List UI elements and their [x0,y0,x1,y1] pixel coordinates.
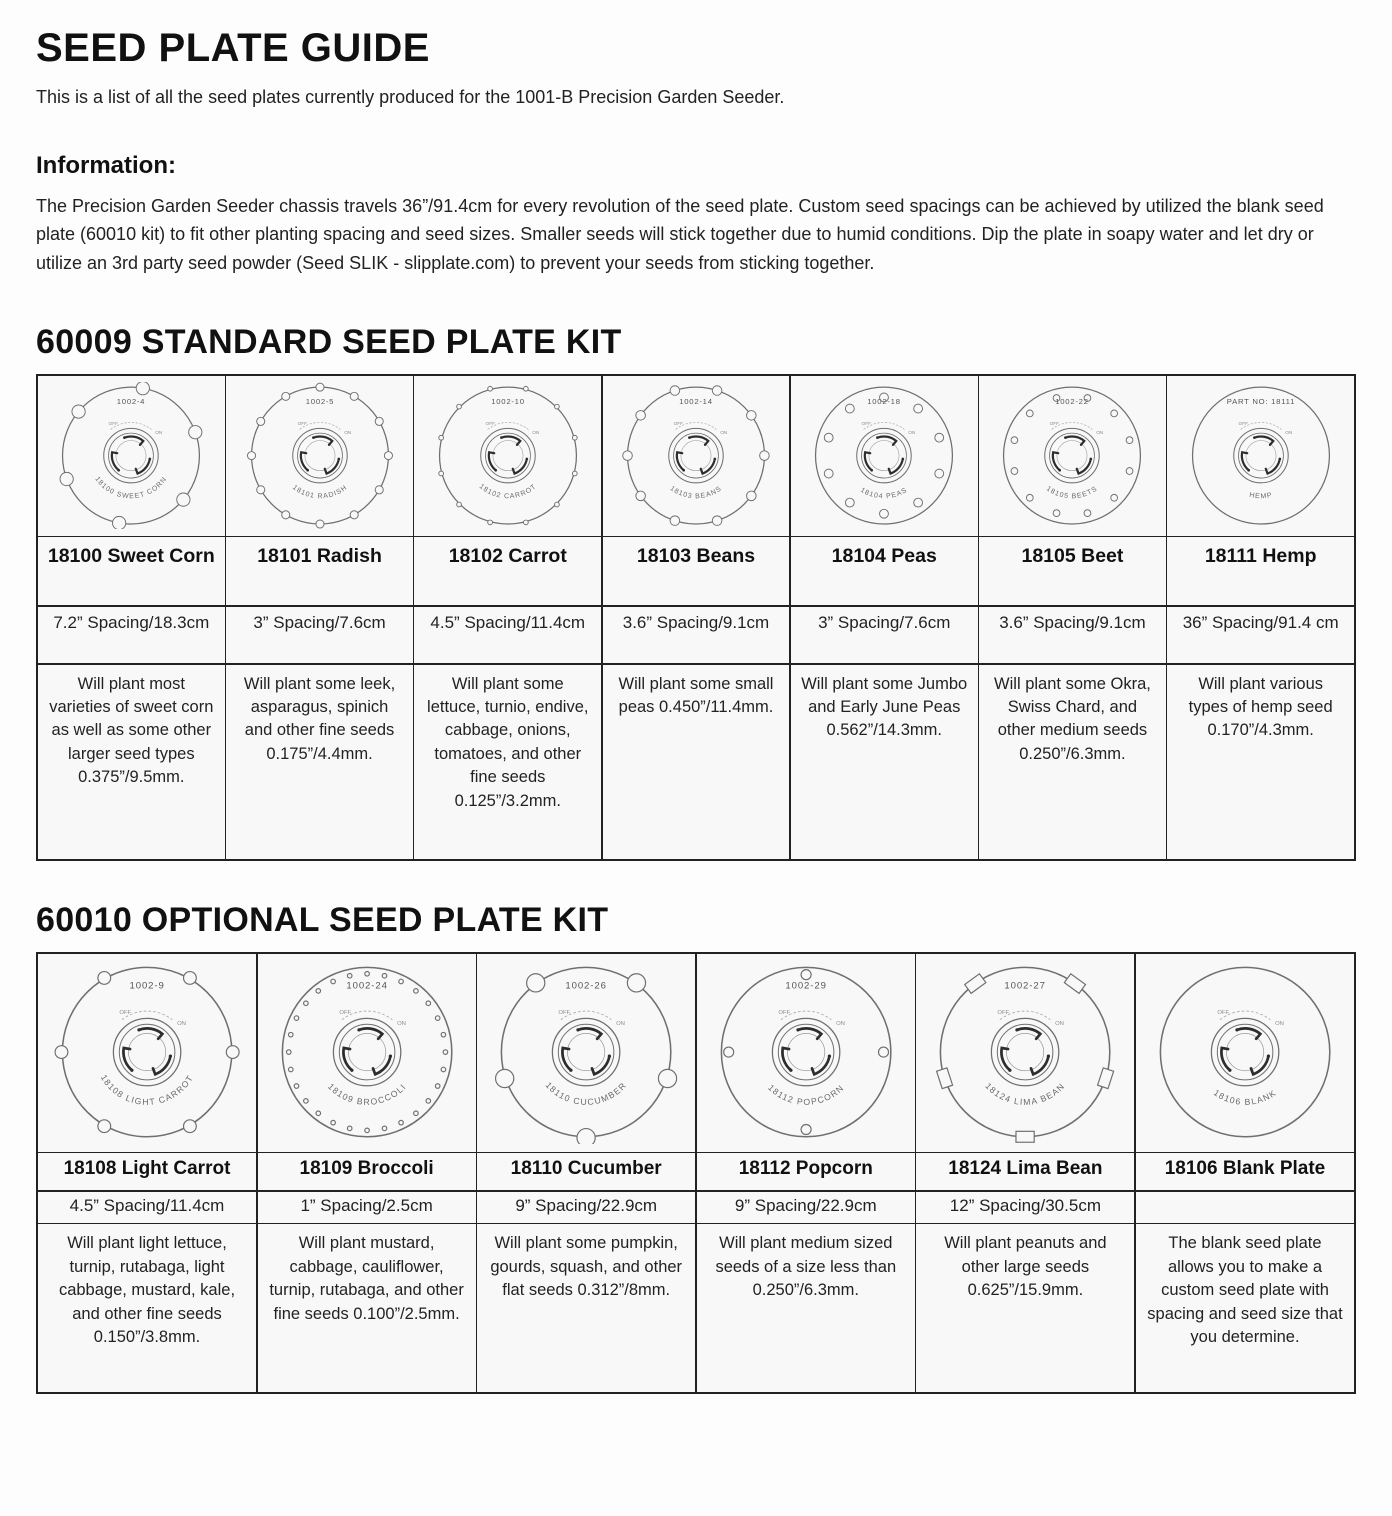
standard-seed-plate-table [36,374,1356,861]
information-paragraph: The Precision Garden Seeder chassis travels 36”/91.4cm for every revolution of the seed plate. Custom seed spacings can be achieved by utilized the blank seed plate (60010 kit) to fit other planting spacing and seed sizes. Smaller seeds will stick together due to humid conditions. Dip the plate in soapy water and let dry or utilize an 3rd party seed powder (Seed SLIK - slipplate.com) to prevent your seeds from sticking together. [36,196,1324,273]
seed-plate-drawing [226,376,413,536]
svg-text:OFF: OFF [778,1010,790,1017]
svg-text:18104 PEAS: 18104 PEAS [859,486,910,501]
plate-name: 18100 Sweet Corn [38,537,225,605]
seed-plate-drawing [477,954,695,1152]
svg-text:18101 RADISH: 18101 RADISH [290,484,349,501]
svg-text:1002-26: 1002-26 [565,980,607,992]
seed-plate-drawing [38,376,225,536]
kit-heading-60009: 60009 STANDARD SEED PLATE KIT [36,322,622,361]
plate-name: 18110 Cucumber [477,1153,695,1190]
plate-name: 18106 Blank Plate [1136,1153,1354,1190]
svg-text:18110 CUCUMBER: 18110 CUCUMBER [543,1080,629,1108]
seed-plate-drawing [697,954,915,1152]
plate-spacing: 1” Spacing/2.5cm [258,1192,476,1223]
svg-text:18102 CARROT: 18102 CARROT [477,483,538,501]
seed-plate-drawing [791,376,978,536]
svg-text:ON: ON [1055,1021,1065,1028]
plate-spacing: 4.5” Spacing/11.4cm [38,1192,256,1223]
svg-text:18109 BROCCOLI: 18109 BROCCOLI [325,1081,408,1108]
plate-spacing [1136,1192,1354,1223]
svg-text:OFF: OFF [1217,1010,1230,1017]
plate-desc: Will plant some small peas 0.450”/11.4mm. [603,665,790,859]
svg-text:1002-27: 1002-27 [1004,980,1047,992]
plate-name: 18112 Popcorn [697,1153,915,1190]
seed-plate-drawing [258,954,476,1152]
svg-text:OFF: OFF [1050,422,1060,428]
svg-text:ON: ON [908,430,916,436]
plate-desc: Will plant some Okra, Swiss Chard, and other medium seeds 0.250”/6.3mm. [979,665,1166,859]
seed-plate-svg [1147,961,1343,1143]
plate-desc: Will plant most varieties of sweet corn as well as some other larger seed types 0.375”/9.5mm. [38,665,225,859]
svg-text:18106 BLANK: 18106 BLANK [1211,1087,1279,1108]
plate-name: 18104 Peas [791,537,978,605]
plate-name: 18103 Beans [603,537,790,605]
plate-desc: Will plant medium sized seeds of a size less than 0.250”/6.3mm. [697,1224,915,1392]
svg-text:1002-22: 1002-22 [1055,397,1090,407]
plate-name: 18102 Carrot [414,537,601,605]
plate-spacing: 9” Spacing/22.9cm [477,1192,695,1223]
svg-text:ON: ON [720,430,728,436]
plate-name: 18111 Hemp [1167,537,1354,605]
seed-plate-svg [269,961,465,1143]
seed-plate-drawing [1136,954,1354,1152]
svg-text:OFF: OFF [297,422,307,428]
svg-text:1002-18: 1002-18 [867,397,901,407]
svg-text:OFF: OFF [485,422,495,428]
svg-text:HEMP: HEMP [1248,491,1274,501]
seed-plate-svg [424,382,592,529]
plate-spacing: 36” Spacing/91.4 cm [1167,607,1354,663]
svg-text:1002-14: 1002-14 [679,397,713,407]
seed-plate-drawing [603,376,790,536]
plate-spacing: 3” Spacing/7.6cm [226,607,413,663]
svg-text:18103 BEANS: 18103 BEANS [668,485,724,501]
optional-seed-plate-table [36,952,1356,1395]
plate-name: 18105 Beet [979,537,1166,605]
plate-spacing: 12” Spacing/30.5cm [916,1192,1134,1223]
page-title: SEED PLATE GUIDE [36,26,430,70]
plate-spacing: 4.5” Spacing/11.4cm [414,607,601,663]
plate-spacing: 3.6” Spacing/9.1cm [603,607,790,663]
svg-text:ON: ON [155,430,163,436]
seed-plate-drawing [414,376,601,536]
plate-desc: Will plant peanuts and other large seeds 0.625”/15.9mm. [916,1224,1134,1392]
seed-plate-svg [612,382,780,529]
intro-text: This is a list of all the seed plates currently produced for the 1001-B Precision Garden Seeder. [36,87,785,107]
seed-plate-svg [800,382,968,529]
svg-text:18105 BEETS: 18105 BEETS [1045,485,1100,501]
svg-text:PART NO: 18111: PART NO: 18111 [1226,397,1295,407]
seed-plate-svg [49,961,245,1143]
svg-text:OFF: OFF [861,422,872,428]
svg-text:OFF: OFF [119,1010,132,1017]
plate-desc: Will plant various types of hemp seed 0.170”/4.3mm. [1167,665,1354,859]
plate-desc: Will plant some Jumbo and Early June Peas 0.562”/14.3mm. [791,665,978,859]
plate-desc: The blank seed plate allows you to make a custom seed plate with spacing and seed size that you determine. [1136,1224,1354,1392]
plate-desc: Will plant some leek, asparagus, spinich and other fine seeds 0.175”/4.4mm. [226,665,413,859]
svg-text:1002-5: 1002-5 [305,397,334,407]
plate-desc: Will plant mustard, cabbage, cauliflower, turnip, rutabaga, and other fine seeds 0.100”/2.5mm. [258,1224,476,1392]
seed-plate-svg [47,382,215,529]
svg-text:18112 POPCORN: 18112 POPCORN [765,1082,846,1108]
plate-name: 18108 Light Carrot [38,1153,256,1190]
plate-desc: Will plant some pumpkin, gourds, squash, and other flat seeds 0.312”/8mm. [477,1224,695,1392]
svg-text:1002-24: 1002-24 [345,980,388,992]
svg-text:ON: ON [1274,1021,1284,1028]
plate-spacing: 3.6” Spacing/9.1cm [979,607,1166,663]
svg-text:OFF: OFF [338,1010,351,1017]
svg-text:OFF: OFF [108,422,119,428]
seed-plate-svg [488,961,684,1143]
svg-text:ON: ON [176,1021,186,1028]
svg-text:18108 LIGHT CARROT: 18108 LIGHT CARROT [98,1073,196,1108]
seed-plate-svg [236,382,404,529]
svg-text:ON: ON [1096,430,1104,436]
svg-text:1002-10: 1002-10 [491,397,525,407]
seed-plate-drawing [979,376,1166,536]
svg-text:1002-4: 1002-4 [117,397,146,407]
svg-text:1002-29: 1002-29 [785,980,827,992]
seed-plate-svg [988,382,1156,529]
svg-text:ON: ON [531,430,540,436]
seed-plate-svg [1177,382,1345,529]
plate-spacing: 9” Spacing/22.9cm [697,1192,915,1223]
svg-text:OFF: OFF [997,1010,1010,1017]
seed-plate-svg [927,961,1123,1143]
plate-name: 18101 Radish [226,537,413,605]
information-heading: Information: [36,152,176,179]
plate-desc: Will plant light lettuce, turnip, rutabaga, light cabbage, mustard, kale, and other fine seeds 0.150”/3.8mm. [38,1224,256,1392]
plate-desc: Will plant some lettuce, turnio, endive, cabbage, onions, tomatoes, and other fine seeds 0.125”/3.2mm. [414,665,601,859]
kit-heading-60010: 60010 OPTIONAL SEED PLATE KIT [36,900,609,939]
svg-text:ON: ON [616,1021,626,1028]
svg-text:ON: ON [1284,430,1293,436]
seed-plate-svg [708,961,904,1143]
svg-text:OFF: OFF [558,1010,571,1017]
svg-text:1002-9: 1002-9 [129,980,165,992]
plate-spacing: 7.2” Spacing/18.3cm [38,607,225,663]
seed-plate-drawing [1167,376,1354,536]
svg-text:OFF: OFF [673,422,684,428]
svg-text:18124 LIMA BEAN: 18124 LIMA BEAN [983,1081,1068,1108]
plate-spacing: 3” Spacing/7.6cm [791,607,978,663]
svg-text:ON: ON [835,1021,845,1028]
svg-text:OFF: OFF [1238,422,1248,428]
seed-plate-drawing [916,954,1134,1152]
svg-text:ON: ON [396,1021,406,1028]
plate-name: 18109 Broccoli [258,1153,476,1190]
seed-plate-drawing [38,954,256,1152]
plate-name: 18124 Lima Bean [916,1153,1134,1190]
svg-text:18100 SWEET CORN: 18100 SWEET CORN [93,475,169,501]
svg-text:ON: ON [343,430,351,436]
